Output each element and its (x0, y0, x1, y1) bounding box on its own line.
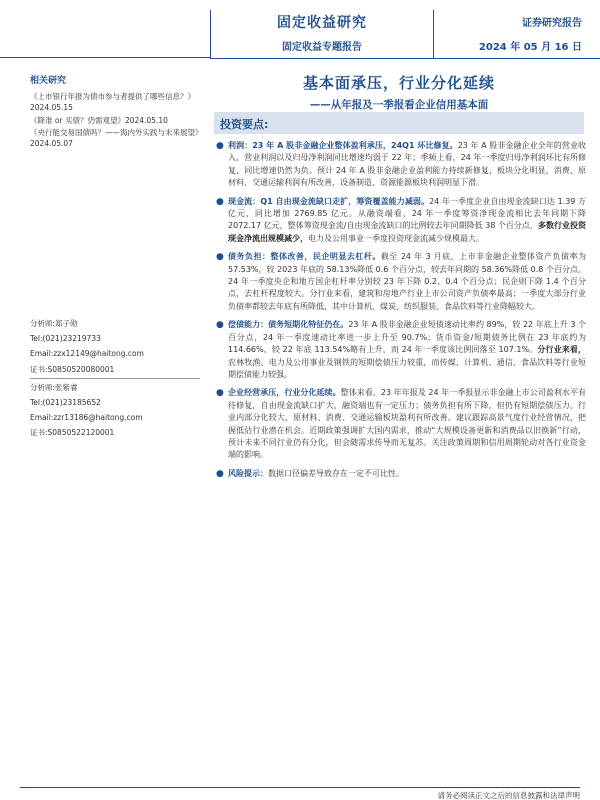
analyst-tel: Tel:(021)23185652 (30, 398, 101, 408)
report-title-block (214, 72, 584, 112)
report-subtitle: 固定收益专题报告 (282, 42, 362, 53)
point-lead: 偿债能力： (228, 320, 269, 330)
key-point-operations (214, 387, 586, 461)
key-points-label: 投资要点: (220, 118, 269, 131)
page-subtitle: ——从年报及一季报看企业信用基本面 (309, 99, 489, 111)
related-item[interactable]: 《央行能交易国债吗？——海内外实践与未来展望》2024.05.07 (30, 127, 199, 149)
point-text: 截至 24 年 3 月底，上市非金融企业整体资产负债率为 57.53%，较 2023 年底的 58.13%降低 0.6 个百分点，较去年同期的 58.36%降低 0.8 个百分点。24 年一季度央企和地方国企杠杆率分别较 23 年下降 0.2、0.4 个百分点；民企则下降 1.4 个百分点，去杠杆程度较大。分行业来看，建筑和房地产行业上市公司资产负债率最高；一季度大部分行业负债率都较去年底有所降低，其中计算机、煤炭、纺织服装、食品饮料等行业降幅较大。 (228, 252, 586, 311)
bullet-icon: ● (216, 468, 224, 479)
point-text: 24 年一季度企业自由现金流缺口达 1.39 万亿元，同比增加 2769.85 亿元。从融资端看，24 年一季度筹资净现金流相比去年同期下降 2072.17 亿元，整体筹资现金流/自由现金流缺口的比例较去年同期降低 38 个百分点， (228, 196, 587, 231)
bullet-icon: ● (216, 320, 224, 331)
analyst-email[interactable]: Email:zzr13186@haitong.com (30, 413, 143, 423)
bullet-icon: ● (216, 252, 224, 263)
point-tail: 农林牧渔、电力及公用事业及钢铁的短期偿债压力较重，而传媒、计算机、通信、食品饮料等行业短期偿债能力较强。 (228, 357, 586, 379)
related-item[interactable]: 《降准 or 买债？仍需观望》2024.05.10 (30, 115, 168, 125)
bullet-icon: ● (216, 388, 224, 399)
point-lead: 债务负担： (228, 252, 271, 262)
header-center (210, 10, 434, 58)
point-lead: 风险提示： (228, 468, 268, 478)
header-left-rule (0, 0, 210, 58)
point-text: 23 年 A 股非金融企业全年的营业收入、营业利润以及归母净利润同比增速均弱于 22 年；季频上看，24 年一季度归母净利润环比有所修复、同比增速仍然为负。预计 24 年 A 股非金融企业盈利能力持续新修复，板块分化明显，消费、原材料、交通运输利润有所改善，设备制造、资源能源板块利润明显下滑。 (228, 141, 587, 188)
point-highlight: 债务短期化特征仍在。 (268, 320, 349, 330)
related-research-title: 相关研究 (30, 76, 67, 86)
header-right (434, 10, 600, 58)
point-highlight: Q1 自由现金流缺口走扩，筹资覆盖能力减弱。 (260, 196, 430, 206)
related-item[interactable]: 《上市银行年报为债市参与者提供了哪些信息？》2024.05.15 (30, 92, 195, 113)
point-lead: 企业经营承压， (228, 388, 285, 398)
analyst-tel: Tel:(021)23219733 (30, 334, 101, 344)
page-title: 基本面承压，行业分化延续 (302, 74, 495, 92)
key-point-profit (214, 140, 586, 190)
key-point-cashflow (214, 196, 586, 246)
report-series-title: 固定收益研究 (277, 15, 367, 31)
analyst-name: 分析师:张紫睿 (30, 382, 78, 392)
point-tail: 电力及公用事业一季度投资现金流减少规模最大。 (308, 233, 484, 243)
bullet-icon: ● (216, 141, 224, 151)
sidebar (30, 76, 200, 150)
disclaimer-footer: 请务必阅读正文之后的信息披露和法律声明 (20, 787, 580, 800)
analyst-divider (30, 378, 200, 379)
point-lead: 利润： (228, 141, 253, 150)
analyst-name: 分析师:郑子勋 (30, 319, 78, 328)
point-highlight: 23 年 A 股非金融企业整体盈利承压，24Q1 环比修复。 (252, 141, 458, 150)
analyst-block (30, 318, 200, 439)
key-point-risk (214, 468, 586, 480)
point-text: 数据口径偏差导致存在一定不可比性。 (268, 468, 404, 478)
key-points-list (214, 140, 586, 486)
key-points-bar (214, 112, 584, 134)
analyst-email[interactable]: Email:zzx12149@haitong.com (30, 349, 144, 359)
point-text: 23 年 A 股非金融企业短债速动比率约 89%，较 22 年底上升 3 个百分点，24 年一季度速动比率进一步上升至 90.7%；货币资金/短期债务比例在 23 年底约为 114.66%，较 22 年底 113.54%略有上升，而 24 年一季度该比例回落至 107.1%。 (228, 320, 587, 355)
bullet-icon: ● (216, 196, 224, 207)
point-text: 整体来看，23 年年报及 24 年一季报显示非金融上市公司盈利水平有待修复，自由现金流缺口扩大，融资端也有一定压力；债务负担有所下降，但仍有短期偿债压力。行业内部分化较大，原材料、消费、交通运输板块盈利有所改善。建议跟踪高景气度行业经营情况，把握低估行业潜在机会。近期政策强调扩大国内需求，推动“大规模设备更新和消费品以旧换新”行动，预计未来不同行业仍有分化，但会随需求传导而无复苏。关注政策周期和信用周期轮动对各行业资金端的影响。 (228, 388, 586, 460)
point-highlight: 整体改善，民企明显去杠杆。 (270, 252, 381, 262)
analyst-cert: 证书:S0850520080001 (30, 364, 115, 374)
point-highlight: 行业分化延续。 (284, 388, 341, 398)
report-type: 证券研究报告 (522, 18, 582, 29)
point-bold: 分行业来看， (537, 345, 586, 355)
key-point-debt (214, 251, 586, 313)
analyst-cert: 证书:S0850522120001 (30, 428, 115, 438)
report-date: 2024 年 05 月 16 日 (478, 42, 582, 53)
header-divider (210, 58, 600, 59)
point-lead: 现金流： (228, 196, 261, 206)
key-point-solvency (214, 319, 586, 381)
point-bold: 多数行业投资现金净流出规模减少， (228, 221, 587, 243)
